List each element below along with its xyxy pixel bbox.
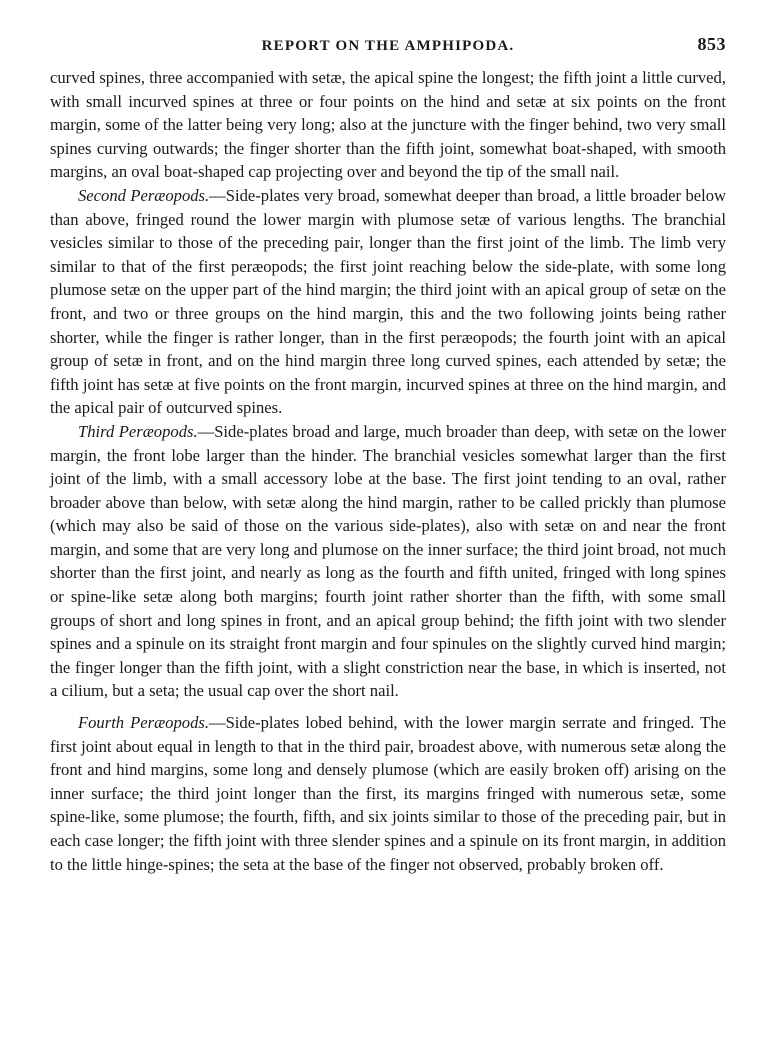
paragraph-fourth-peraeopods [50,711,726,876]
section-heading-second-peraeopods: Second Peræopods. [78,185,210,205]
paragraph-text: curved spines, three accompanied with setæ, the apical spine the longest; the fifth joint a little curved, with small incurved spines at three or four points on the hind and setæ at six points on the front margin, some of the latter being very long; also at the juncture with the finger behind, two very small spines curving outwards; the finger shorter than the fifth joint, somewhat boat-shaped, with smooth margins, an oval boat-shaped cap projecting over and beyond the tip of the small nail. [50,68,726,182]
paragraph-text: —Side-plates very broad, somewhat deeper than broad, a little broader below than above, fringed round the lower margin with plumose setæ of various lengths. The branchial vesicles similar to those of the preceding pair, longer than the first joint of the limb. The limb very similar to that of the first peræopods; the first joint reaching below the side-plate, with some long plumose setæ on the upper part of the hind margin; the third joint with an apical group of setæ on the front, and two or three groups on the hind margin, this and the two following joints being rather shorter, while the finger is rather longer, than in the first peræopods; the fourth joint with an apical group of setæ in front, and on the hind margin three long curved spines, each attended by setæ; the fifth joint has setæ at five points on the front margin, incurved spines at three on the hind margin, and the apical pair of outcurved spines. [50,185,726,418]
section-heading-fourth-peraeopods: Fourth Peræopods. [78,713,209,733]
section-heading-third-peraeopods: Third Peræopods. [78,421,198,441]
running-header [50,30,726,66]
paragraph-text: —Side-plates broad and large, much broader than deep, with setæ on the lower margin, the front lobe larger than the hinder. The branchial vesicles somewhat larger than the first joint of the limb, with a small accessory lobe at the base. The first joint tending to an oval, rather broader above than below, with setæ along the hind margin, rather to be called prickly than plumose (which may also be said of those on the various side-plates), also with setæ on and near the front margin, and some that are very long and plumose on the inner surface; the third joint broad, not much shorter than the first joint, and nearly as long as the fourth and fifth united, fringed with long spines or spine-like setæ along both margins; fourth joint rather shorter than the fifth, with some small groups of short and long spines in front, and an apical group behind; the fifth joint with two slender spines and a spinule on its straight front margin and four spinules on the slightly curved hind margin; the finger longer than the fifth joint, with a slight constriction near the base, in which is inserted, not a cilium, but a seta; the usual cap over the short nail. [50,421,726,701]
page-number: 853 [697,34,726,54]
paragraph-text: —Side-plates lobed behind, with the lower margin serrate and fringed. The first joint about equal in length to that in the third pair, broadest above, with numerous setæ along the front and hind margins, some long and densely plumose (which are easily broken off) arising on the inner surface; the third joint longer than the first, its margins fringed with numerous setæ, some spine-like, some plumose; the fourth, fifth, and six joints similar to those of the preceding pair, but in each case longer; the fifth joint with three slender spines and a spinule on its front margin, in addition to the little hinge-spines; the seta at the base of the finger not observed, probably broken off. [50,713,726,874]
document-page [50,30,726,876]
paragraph-second-peraeopods [50,184,726,420]
body-text [50,66,726,876]
paragraph-continuation [50,66,726,184]
running-title: REPORT ON THE AMPHIPODA. [261,38,515,54]
paragraph-third-peraeopods [50,420,726,703]
